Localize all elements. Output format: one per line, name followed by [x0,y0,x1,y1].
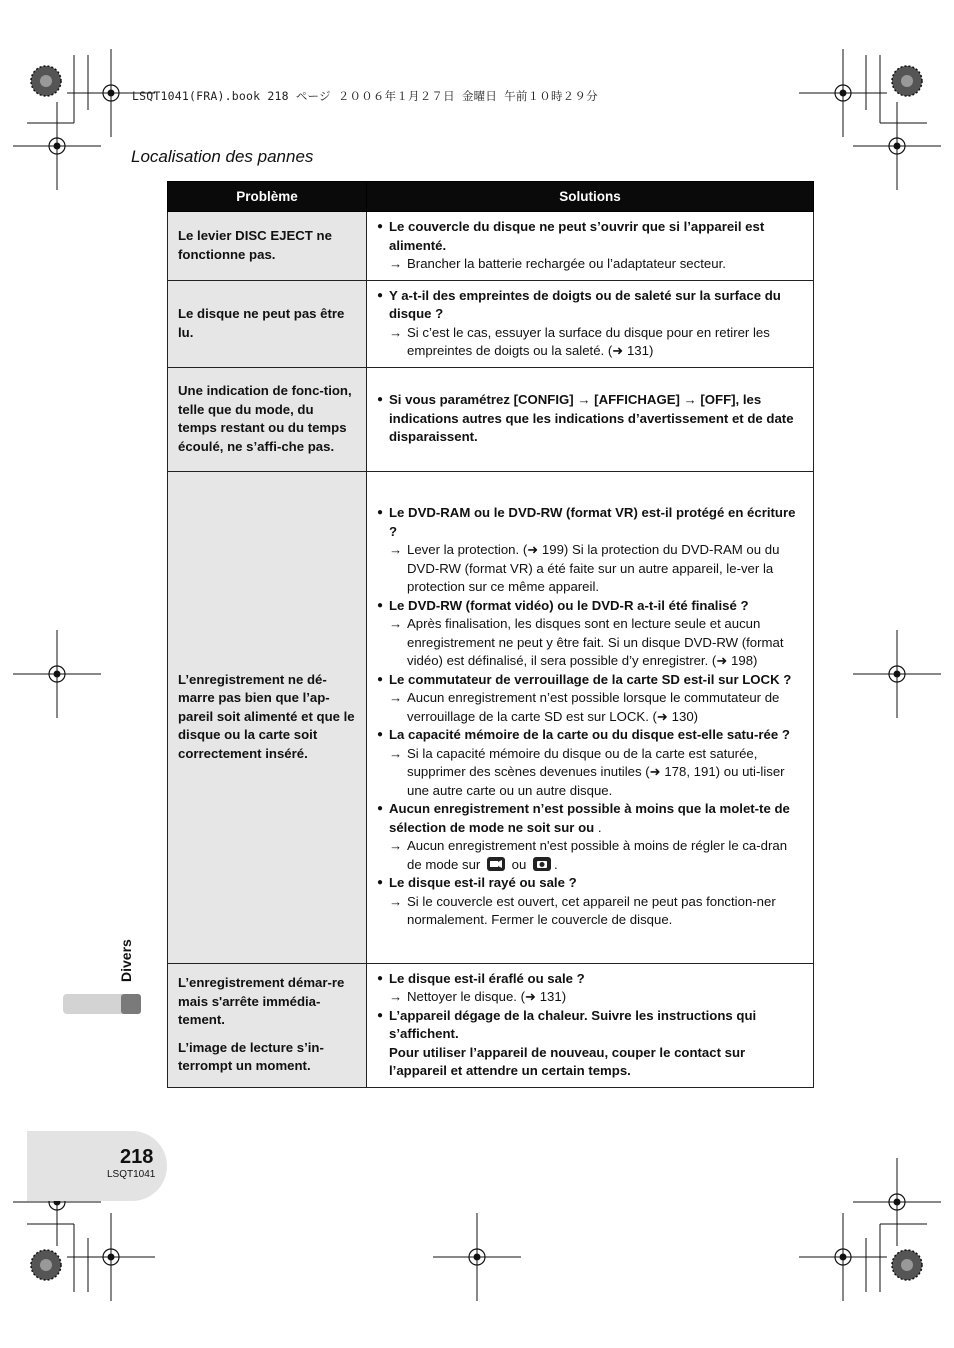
question: ● La capacité mémoire de la carte ou du disque est-elle satu-rée ? [377,726,805,745]
answer: → Si c’est le cas, essuyer la surface du disque pour en retirer les empreintes de doigts ou la saleté. (➜ 131) [389,324,770,358]
solution-cell [367,212,814,281]
question: ● Le commutateur de verrouillage de la carte SD est-il sur LOCK ? [377,671,805,690]
question-continuation: Pour utiliser l’appareil de nouveau, couper le contact sur l’appareil et attendre un certain temps. [389,1044,746,1078]
answer: → Nettoyer le disque. (➜ 131) [389,989,567,1004]
question: ● Le DVD-RAM ou le DVD-RW (format VR) est-il protégé en écriture ? [377,504,805,541]
registration-mark-icon [799,1213,887,1301]
table-row [168,280,814,367]
problem-cell: Une indication de fonc-tion, telle que du mode, du temps restant ou du temps écoulé, ne s’affi-che pas. [168,367,367,471]
answer: → Lever la protection. (➜ 199) Si la protection du DVD-RAM ou du DVD-RW (format VR) a été faite sur un autre appareil, le-ver la protection sur ce même appareil. [389,542,780,595]
print-header: LSQT1041(FRA).book 218 ページ ２００６年１月２７日 金曜日 午前１０時２９分 [132,89,598,103]
registration-mark-icon [13,102,101,190]
question: ● Le DVD-RW (format vidéo) ou le DVD-R a-t-il été finalisé ? [377,597,805,616]
color-burst-icon [892,1250,922,1280]
registration-mark-icon [853,630,941,718]
registration-mark-icon [853,102,941,190]
column-header-problem: Problème [168,182,367,212]
answer: → Si la capacité mémoire du disque ou de la carte est saturée, supprimer des scènes devenues inutiles (➜ 178, 191) ou uti-liser une autre carte ou un autre disque. [389,745,785,798]
solution-cell [367,471,814,963]
question: ● Le disque est-il éraflé ou sale ? [377,970,805,989]
registration-mark-icon [853,1158,941,1246]
answer: → Aucun enregistrement n’est possible lorsque le commutateur de verrouillage de la carte SD est sur LOCK. (➜ 130) [389,690,780,724]
answer: → Aucun enregistrement n'est possible à moins de régler le ca-dran de mode sur ou . [389,838,788,872]
registration-mark-icon [13,630,101,718]
answer: → Si le couvercle est ouvert, cet appareil ne peut pas fonction-ner normalement. Fermer le couvercle de disque. [389,893,776,928]
camcorder-icon [486,856,506,872]
question: ● Si vous paramétrez [CONFIG] → [AFFICHAGE] → [OFF], les indications autres que les indications d’avertissement et de date disparaissent. [377,391,805,447]
section-tab-marker [121,994,141,1014]
camera-icon [532,856,552,872]
color-burst-icon [892,66,922,96]
question: ● Y a-t-il des empreintes de doigts ou de saleté sur la surface du disque ? [377,287,805,324]
table-row [168,367,814,471]
answer: → Après finalisation, les disques sont en lecture seule et aucun enregistrement ne peut y être fait. Si un disque DVD-RW (format vidéo) est définalisé, il sera possible d’y enregistrer. (➜ 198) [389,616,784,669]
table-row [168,963,814,1087]
problem-cell: Le levier DISC EJECT ne fonctionne pas. [168,212,367,281]
solution-cell [367,280,814,367]
column-header-solutions: Solutions [367,182,814,212]
registration-mark-icon [67,1213,155,1301]
table-row [168,471,814,963]
problem-cell: L’enregistrement ne dé-marre pas bien que l’ap-pareil soit alimenté et que le disque ou la carte soit correctement inséré. [168,471,367,963]
problem-cell: Le disque ne peut pas être lu. [168,280,367,367]
answer: → Brancher la batterie rechargée ou l’adaptateur secteur. [389,256,726,271]
question: ● Aucun enregistrement n’est possible à moins que la molet-te de sélection de mode ne soit sur ou . [377,800,805,837]
troubleshooting-table [167,181,814,1088]
question: ● Le disque est-il rayé ou sale ? [377,874,805,893]
table-row [168,212,814,281]
solution-cell [367,963,814,1087]
solution-cell [367,367,814,471]
color-burst-icon [31,1250,61,1280]
registration-mark-icon [433,1213,521,1301]
question: ● L’appareil dégage de la chaleur. Suivre les instructions qui s’affichent. [377,1007,805,1044]
color-burst-icon [31,66,61,96]
question: ● Le couvercle du disque ne peut s’ouvrir que si l’appareil est alimenté. [377,218,805,255]
problem-cell: L’enregistrement démar-re mais s'arrête immédia-tement. L’image de lecture s’in-terrompt un moment. [168,963,367,1087]
document-code: LSQT1041 [107,1169,156,1180]
page-number: 218 [120,1146,154,1168]
registration-mark-icon [799,49,887,137]
section-tab-label: Divers [118,939,134,982]
section-title: Localisation des pannes [131,147,314,166]
